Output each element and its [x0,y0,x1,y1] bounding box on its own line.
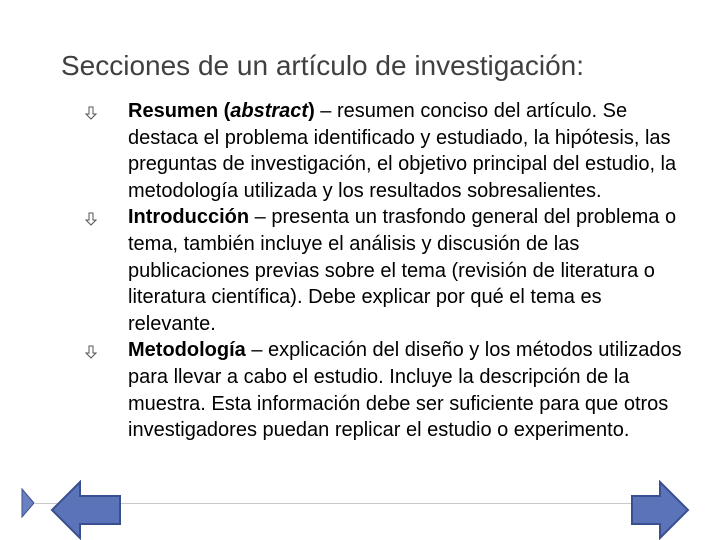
bullet-icon [85,106,97,120]
bullet-term: Metodología [128,339,246,362]
bullet-list [85,98,685,444]
divider-line [35,503,675,504]
bullet-text: – resumen conciso del artículo. Se destaca el problema identificado y estudiado, la hipótesis, las preguntas de investigación, el objetivo principal del estudio, la metodología utilizada y los resultados sobresalientes. [128,100,677,202]
slide-title: Secciones de un artículo de investigación: [61,50,584,81]
list-item [85,204,685,337]
bullet-icon [85,345,97,359]
list-item [85,98,685,204]
next-arrow-icon[interactable] [630,480,690,540]
small-arrow-icon [20,487,36,519]
bullet-text: – explicación del diseño y los métodos utilizados para llevar a cabo el estudio. Incluye la descripción de la muestra. Esta información debe ser suficiente para que otros investigadores puedan replicar el estudio o experimento. [128,339,682,442]
bullet-icon [85,212,97,226]
bullet-term: Resumen (abstract) [128,100,315,122]
bullet-text: – presenta un trasfondo general del problema o tema, también incluye el análisis y discusión de las publicaciones previas sobre el tema (revisión de literatura o literatura científica). Debe explicar por qué el tema es relevante. [128,206,677,335]
previous-arrow-icon[interactable] [50,480,122,540]
bullet-term: Introducción [128,206,250,229]
list-item [85,337,685,443]
